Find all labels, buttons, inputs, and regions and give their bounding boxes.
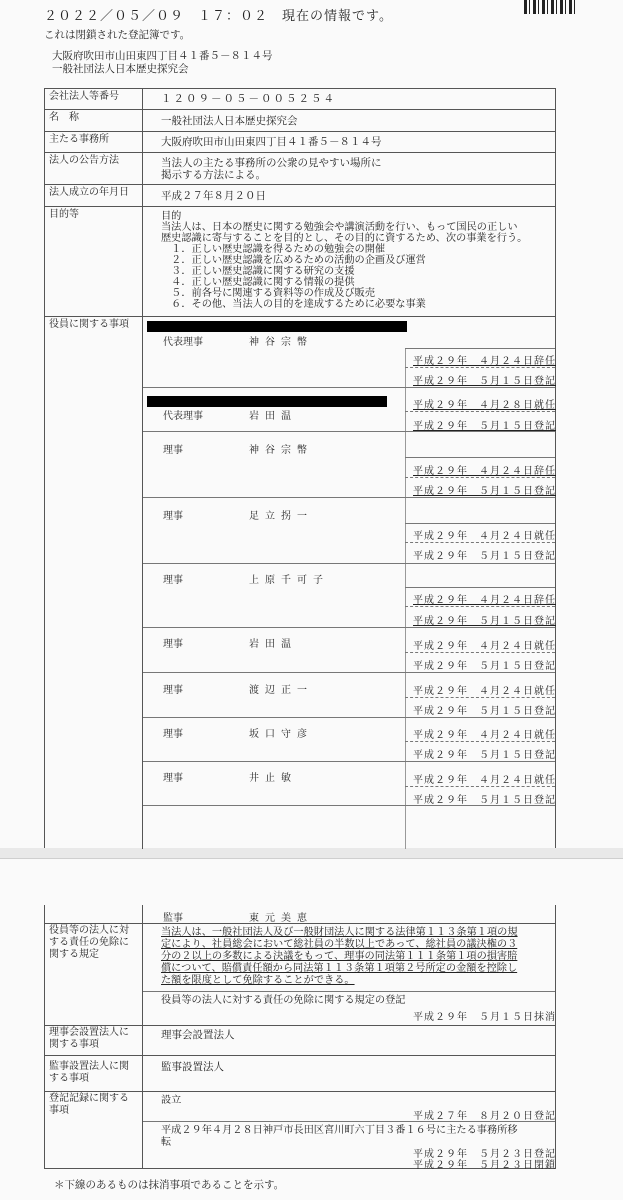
exemption-registered: 役員等の法人に対する責任の免除に関する規定の登記 <box>161 995 406 1006</box>
officer-role: 理事 <box>163 773 183 784</box>
purpose-line: １．正しい歴史認識を得るための勉強会の開催 <box>161 244 386 255</box>
dashed-rule <box>405 606 555 607</box>
dashed-rule <box>405 741 555 742</box>
officer-name: 神谷宗幣 <box>249 337 313 348</box>
officer-name: 岩田温 <box>249 639 297 650</box>
officer-date: 平成２９年 ５月１５日登記 <box>413 486 556 497</box>
officer-date: 平成２９年 ４月２４日就任 <box>413 775 556 786</box>
rule <box>143 387 555 388</box>
officer-name: 足立拐一 <box>249 511 313 522</box>
records-establishment: 設立 <box>161 1095 182 1106</box>
officer-date: 平成２９年 ５月１５日登記 <box>413 661 556 672</box>
officer-date: 平成２９年 ５月１５日登記 <box>413 551 556 562</box>
officer-name: 坂口守彦 <box>249 729 313 740</box>
officer-date: 平成２９年 ５月１５日登記 <box>413 750 556 761</box>
rule <box>143 761 555 762</box>
rule <box>143 805 555 806</box>
rule <box>143 672 555 673</box>
label-purpose: 目的等 <box>45 207 143 316</box>
purpose-line: ２．正しい歴史認識を広めるための活動の企画及び運営 <box>161 255 426 266</box>
redaction-bar <box>147 321 407 332</box>
row-main-office <box>45 132 555 153</box>
dashed-rule <box>405 786 555 787</box>
value-public-notice-line1: 当法人の主たる事務所の公衆の見やすい場所に <box>161 157 382 169</box>
label-line: する事項 <box>49 1073 89 1084</box>
records-move-line: 平成２９年４月２８日神戸市長田区宮川町六丁目３番１６号に主たる事務所移 <box>161 1125 518 1136</box>
records-establishment-date: 平成２７年 ８月２０日登記 <box>413 1111 556 1122</box>
officer-role: 理事 <box>163 639 183 650</box>
rule <box>143 1121 555 1122</box>
officer-role: 理事 <box>163 685 183 696</box>
timestamp-line: ２０２２／０５／０９ １７：０２ 現在の情報です。 <box>44 9 393 24</box>
exemption-line: 償について、賠償責任額から同法第１１３条第１項第２号所定の金額を控除し <box>161 963 518 974</box>
label-exemption <box>45 923 143 1025</box>
officer-date: 平成２９年 ４月２４日就任 <box>413 531 556 542</box>
register-table <box>44 88 556 848</box>
officer-date: 平成２９年 ４月２４日就任 <box>413 641 556 652</box>
value-auditor-board: 監事設置法人 <box>161 1061 224 1073</box>
value-corporate-number: １２０９－０５－００５２５４ <box>161 93 336 105</box>
officer-name: 渡辺正一 <box>249 685 313 696</box>
dashed-rule <box>405 697 555 698</box>
label-line: 監事設置法人に関 <box>49 1061 129 1072</box>
purpose-line: ３．正しい歴史認識に関する研究の支援 <box>161 266 355 277</box>
officer-role: 代表理事 <box>163 337 203 348</box>
label-corporate-number: 会社法人等番号 <box>45 89 143 109</box>
officer-date: 平成２９年 ５月１５日登記 <box>413 421 556 432</box>
purpose-line: 当法人は、日本の歴史に関する勉強会や講演活動を行い、もって国民の正しい <box>161 222 518 233</box>
rule <box>143 991 555 992</box>
dashed-rule <box>405 477 555 478</box>
officer-role: 理事 <box>163 445 183 456</box>
value-established: 平成２７年８月２０日 <box>161 190 266 202</box>
rule <box>143 497 555 498</box>
label-established: 法人成立の年月日 <box>45 185 143 206</box>
value-board: 理事会設置法人 <box>161 1029 235 1041</box>
rule <box>405 348 555 349</box>
rule <box>143 717 555 718</box>
dashed-rule <box>405 542 555 543</box>
officer-role: 代表理事 <box>163 411 203 422</box>
register-table-continued <box>44 905 556 1169</box>
officer-name: 上原千可子 <box>249 575 329 586</box>
officer-date: 平成２９年 ５月１５日登記 <box>413 376 556 387</box>
rule <box>405 457 555 458</box>
officer-date: 平成２９年 ５月１５日登記 <box>413 616 556 627</box>
exemption-line: 当法人は、一般社団法人及び一般財団法人に関する法律第１１３条第１項の規 <box>161 927 518 938</box>
officer-date: 平成２９年 ４月２４日辞任 <box>413 356 556 367</box>
officer-role: 理事 <box>163 575 183 586</box>
label-officers: 役員に関する事項 <box>45 317 143 849</box>
label-auditor-board <box>45 1055 143 1091</box>
label-line: 理事会設置法人に <box>49 1027 129 1038</box>
officer-role: 理事 <box>163 511 183 522</box>
purpose-line: ５．前各号に関連する資料等の作成及び販売 <box>161 288 375 299</box>
label-officers-cont <box>45 905 143 923</box>
rule <box>143 563 555 564</box>
label-line: 関する事項 <box>49 1039 99 1050</box>
label-name: 名 称 <box>45 110 143 131</box>
label-records <box>45 1091 143 1169</box>
rule <box>143 431 555 432</box>
rule <box>143 627 555 628</box>
rule <box>405 587 555 588</box>
footnote: ＊下線のあるものは抹消事項であることを示す。 <box>54 1179 285 1191</box>
officer-role: 理事 <box>163 729 183 740</box>
dashed-rule <box>405 652 555 653</box>
date-column-divider <box>405 348 406 849</box>
officer-date: 平成２９年 ５月１５日登記 <box>413 795 556 806</box>
label-board <box>45 1025 143 1055</box>
exemption-line: 定により、社員総会において総社員の半数以上であって、総社員の議決権の３ <box>161 939 518 950</box>
closed-register-note: これは閉鎖された登記簿です。 <box>44 29 191 41</box>
officer-name: 井止敏 <box>249 773 297 784</box>
auditor-role: 監事 <box>163 913 183 924</box>
row-name <box>45 110 555 132</box>
row-corporate-number <box>45 89 555 110</box>
officer-date: 平成２９年 ４月２４日辞任 <box>413 595 556 606</box>
label-line: 関する規定 <box>49 949 99 960</box>
exemption-line: た額を限度として免除することができる。 <box>161 975 355 986</box>
label-line: 役員等の法人に対 <box>49 925 129 936</box>
qr-code-icon <box>524 0 576 14</box>
purpose-line: 歴史認識に寄与することを目的とし、その目的に資するため、次の事業を行う。 <box>161 233 528 244</box>
dashed-rule <box>405 367 555 368</box>
officer-name: 神谷宗幣 <box>249 445 313 456</box>
row-public-notice <box>45 153 555 185</box>
value-main-office: 大阪府吹田市山田東四丁目４１番５－８１４号 <box>161 136 382 148</box>
value-public-notice-line2: 掲示する方法による。 <box>161 169 266 181</box>
officer-date: 平成２９年 ４月２４日就任 <box>413 686 556 697</box>
header-org-name: 一般社団法人日本歴史探究会 <box>52 63 189 75</box>
register-page-2 <box>0 858 623 1200</box>
dashed-rule <box>405 411 555 412</box>
label-public-notice: 法人の公告方法 <box>45 153 143 184</box>
officer-date: 平成２９年 ４月２４日就任 <box>413 730 556 741</box>
records-closed-date: 平成２９年 ５月２３日閉鎖 <box>413 1160 556 1171</box>
rule <box>405 523 555 524</box>
officer-date: 平成２９年 ５月１５日登記 <box>413 706 556 717</box>
label-line: 登記記録に関する <box>49 1093 129 1104</box>
officer-date: 平成２９年 ４月２８日就任 <box>413 400 556 411</box>
exemption-line: 分の２以上の多数による決議をもって、理事の同法第１１１条第１項の損害賠 <box>161 951 518 962</box>
redaction-bar <box>147 396 387 407</box>
officer-date: 平成２９年 ４月２４日辞任 <box>413 466 556 477</box>
exemption-date: 平成２９年 ５月１５日抹消 <box>413 1012 556 1023</box>
label-line: する責任の免除に <box>49 937 129 948</box>
value-name: 一般社団法人日本歴史探究会 <box>161 115 298 127</box>
purpose-line: ６．その他、当法人の目的を達成するために必要な事業 <box>161 299 426 310</box>
auditor-name: 東元美恵 <box>249 913 313 924</box>
row-purpose <box>45 207 555 317</box>
label-main-office: 主たる事務所 <box>45 132 143 152</box>
records-move-date: 平成２９年 ５月２３日登記 <box>413 1149 556 1160</box>
purpose-line: 目的 <box>161 211 182 222</box>
records-move-line: 転 <box>161 1137 172 1148</box>
label-line: 事項 <box>49 1105 69 1116</box>
purpose-line: ４．正しい歴史認識に関する情報の提供 <box>161 277 355 288</box>
row-established <box>45 185 555 207</box>
header-address: 大阪府吹田市山田東四丁目４１番５－８１４号 <box>52 50 273 62</box>
officer-name: 岩田温 <box>249 411 297 422</box>
